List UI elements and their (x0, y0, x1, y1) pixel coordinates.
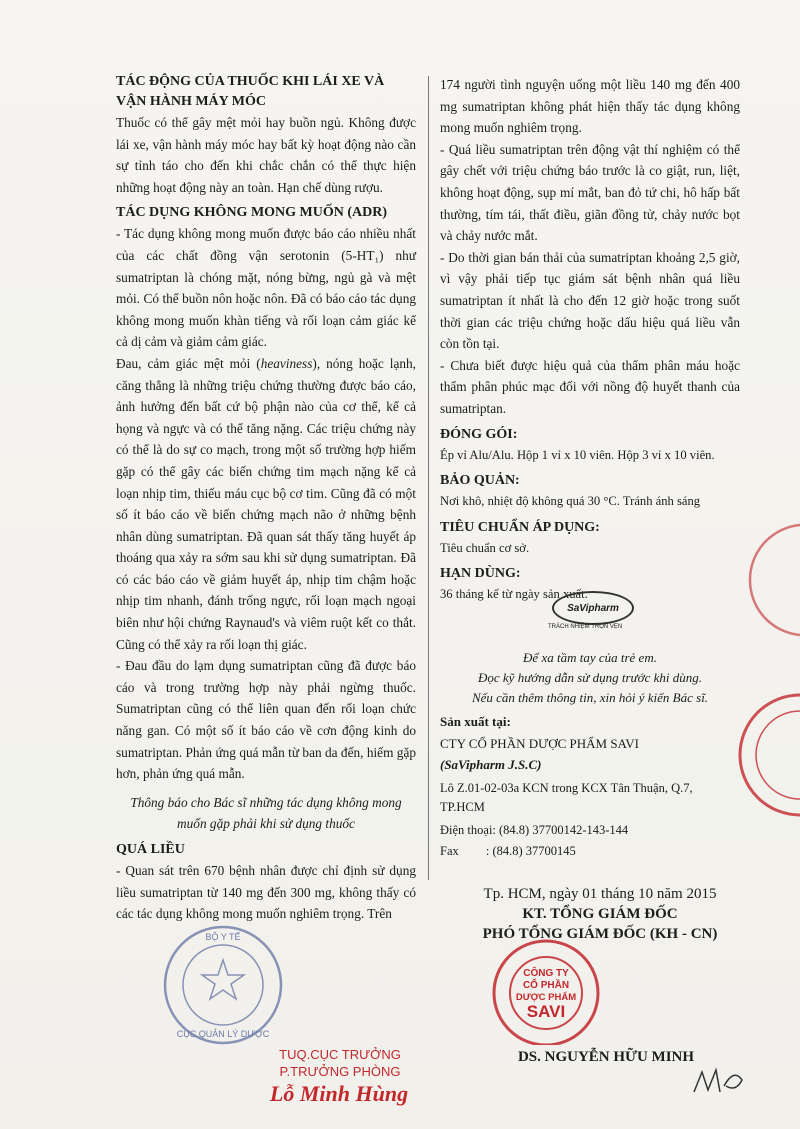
section-heading-expiry: HẠN DÙNG: (440, 566, 521, 582)
company-address: Lô Z.01-02-03a KCN trong KCX Tân Thuận, Q.7, TP.HCM (440, 780, 693, 814)
driving-paragraph: Thuốc có thể gây mệt mỏi hay buồn ngủ. Không được lái xe, vận hành máy móc hay bất kỳ hoạt động nào cần sự tỉnh táo cho đến khi chắc chắn có thể thực hiện những hoạt động này an toàn. Hạn chế dùng rượu. (116, 115, 416, 195)
stamp-line-3: DƯỢC PHẨM (515, 992, 577, 1003)
signer-name: DS. NGUYỄN HỮU MINH (517, 1049, 695, 1065)
signature-title-1: KT. TỔNG GIÁM ĐỐC (522, 906, 678, 922)
storage-text: Nơi khô, nhiệt độ không quá 30 °C. Tránh ánh sáng (440, 494, 701, 509)
overdose-paragraph: - Quan sát trên 670 bệnh nhân được chỉ định sử dụng liều sumatriptan từ 140 mg đến 300 mg, không thấy có các tác dụng không mong muốn nghiêm trọng. Trên (116, 863, 416, 922)
company-stamp-text (516, 966, 576, 1021)
edge-stamp-top (740, 520, 800, 640)
official-line-2: P.TRƯỞNG PHÒNG (279, 1064, 401, 1079)
section-heading-packaging: ĐÓNG GÓI: (440, 426, 518, 442)
warning-read: Đọc kỹ hướng dẫn sử dụng trước khi dùng. (478, 670, 702, 685)
section-heading-overdose: QUÁ LIỀU (116, 842, 185, 857)
section-heading-storage: BẢO QUẢN: (440, 473, 520, 489)
signature-title-2: PHÓ TỔNG GIÁM ĐỐC (KH - CN) (482, 926, 718, 942)
savipharm-logo (552, 591, 634, 625)
section-heading-adr: TÁC DỤNG KHÔNG MONG MUỐN (ADR) (116, 205, 388, 221)
standard-text: Tiêu chuẩn cơ sở. (440, 540, 530, 555)
official-block (270, 1046, 410, 1080)
fax-label: Fax (440, 844, 459, 858)
adr-paragraph-1: - Tác dụng không mong muốn được báo cáo nhiều nhất của các chất đồng vận serotonin (5-HT₁) như sumatriptan là chóng mặt, nóng bừng, ngủ gà và mệt mỏi. Có thể buồn nôn hoặc nôn. Đã có báo cáo tác dụng không mong muốn khàn tiếng và rối loạn cảm giác kể cả dị cảm và giảm cảm giác. (116, 226, 416, 350)
manufacturer-block (440, 711, 740, 863)
section-heading-standard: TIÊU CHUẨN ÁP DỤNG: (440, 519, 600, 535)
made-by-label: Sản xuất tại: (440, 714, 511, 729)
warning-ask: Nếu cần thêm thông tin, xin hỏi ý kiến Bác sĩ. (471, 690, 709, 705)
column-divider (428, 76, 429, 880)
logo-text: SaVipharm (567, 602, 619, 614)
adr-paragraph-2 (116, 353, 416, 655)
left-column (116, 72, 416, 925)
overdose-paragraph-cont: 174 người tình nguyện uống một liều 140 mg đến 400 mg sumatriptan không phát hiện thấy tác dụng không mong muốn nghiêm trọng. (440, 77, 740, 136)
fax-value: : (84.8) 37700145 (485, 844, 576, 858)
warning-children: Để xa tầm tay của trẻ em. (523, 650, 657, 665)
company-stamp (466, 935, 626, 1045)
company-name-en: (SaVipharm J.S.C) (440, 757, 542, 772)
edge-stamp (715, 680, 800, 830)
section-heading-driving: TÁC ĐỘNG CỦA THUỐC KHI LÁI XE VÀ VẬN HÀNH MÁY MÓC (116, 74, 385, 109)
stamp-line-2: CỔ PHẦN (522, 980, 570, 991)
ministry-stamp (158, 920, 288, 1050)
logo-tagline: TRÁCH NHIỆM TRỌN VẸN (548, 624, 623, 630)
stamp-line-1: CÔNG TY (523, 968, 569, 979)
stamp-line-4: SAVI (526, 1002, 566, 1021)
warnings-block (440, 648, 740, 708)
overdose-paragraph-animal: - Quá liều sumatriptan trên động vật thí nghiệm có thể gây chết với triệu chứng báo trước là co giật, run, liệt, không hoạt động, sụp mí mắt, ban đỏ tứ chi, hô hấp bất thường, tím tái, thất điều, giãn đồng tử, chảy nước bọt và chảy nước mắt. (440, 141, 740, 244)
adr-text-b: ), nóng hoặc lạnh, căng thẳng là những triệu chứng thường được báo cáo, ảnh hưởng đến bất cứ bộ phận nào của cơ thể, kể cả họng và ngực và có thể tăng nặng. Các triệu chứng này có thể là do sự co mạch, trong một số trường hợp hiếm gặp có thể gây các biến chứng tim mạch nặng kể cả loạn nhịp tim, thiếu máu cục bộ cơ tim. Cũng đã có một số ít báo cáo về biến chứng mạch não ở những bệnh nhân dùng sumatriptan. Đã quan sát thấy tăng huyết áp thoáng qua xảy ra sớm sau khi sử dụng sumatriptan. Đã có các báo cáo về giảm huyết áp, nhịp tim chậm hoặc nhịp tim nhanh, đánh trống ngực, rối loạn mạch ngoại biên như hội chứng Raynaud's và viêm ruột kết co thắt. Cũng có thể xảy ra rối loạn thị giác. (116, 355, 416, 652)
official-signature: Lỗ Minh Hùng (269, 1081, 409, 1106)
expiry-text: 36 tháng kể từ ngày sản xuất. (440, 587, 588, 602)
phone-label: Điện thoại: (440, 822, 496, 837)
doctor-notice: Thông báo cho Bác sĩ những tác dụng không mong muốn gặp phải khi sử dụng thuốc (130, 794, 402, 832)
adr-text-italic: heaviness (260, 355, 313, 371)
right-column (440, 74, 740, 606)
adr-text-a: Đau, cảm giác mệt mỏi ( (116, 355, 261, 371)
signature-scribble (690, 1062, 750, 1102)
company-phone (440, 820, 740, 842)
official-line-1: TUQ.CỤC TRƯỞNG (279, 1047, 401, 1062)
company-name: CTY CỔ PHẦN DƯỢC PHẨM SAVI (440, 735, 639, 751)
ministry-stamp-top: BỘ Y TẾ (205, 932, 241, 942)
ministry-stamp-bottom: CỤC QUẢN LÝ DƯỢC (176, 1029, 270, 1039)
phone-value: (84.8) 37700142-143-144 (499, 822, 629, 837)
company-fax (440, 841, 740, 863)
overdose-paragraph-dialysis: - Chưa biết được hiệu quả của thẩm phân máu hoặc thẩm phân phúc mạc đối với nồng độ huyết thanh của sumatriptan. (440, 357, 740, 416)
overdose-paragraph-halflife: - Do thời gian bán thải của sumatriptan khoảng 2,5 giờ, vì vậy phải tiếp tục giám sát bệnh nhân quá liều sumatriptan ít nhất là cho đến 12 giờ hoặc trong suốt thời gian các triệu chứng hoặc dấu hiệu quá liều vẫn còn tồn tại. (440, 249, 740, 352)
adr-paragraph-3: - Đau đầu do lạm dụng sumatriptan cũng đã được báo cáo và trong trường hợp này phải ngừng thuốc. Sumatriptan cũng có thể liên quan đến rối loạn chức năng gan. Có một số ít báo cáo về cơn động kinh do sumatriptan. Phản ứng quá mẫn từ ban da đến, hiếm gặp hơn, phản ứng quá mẫn. (116, 658, 416, 782)
signature-date: Tp. HCM, ngày 01 tháng 10 năm 2015 (483, 886, 717, 902)
packaging-text: Ép vỉ Alu/Alu. Hộp 1 vỉ x 10 viên. Hộp 3 vỉ x 10 viên. (440, 447, 715, 462)
